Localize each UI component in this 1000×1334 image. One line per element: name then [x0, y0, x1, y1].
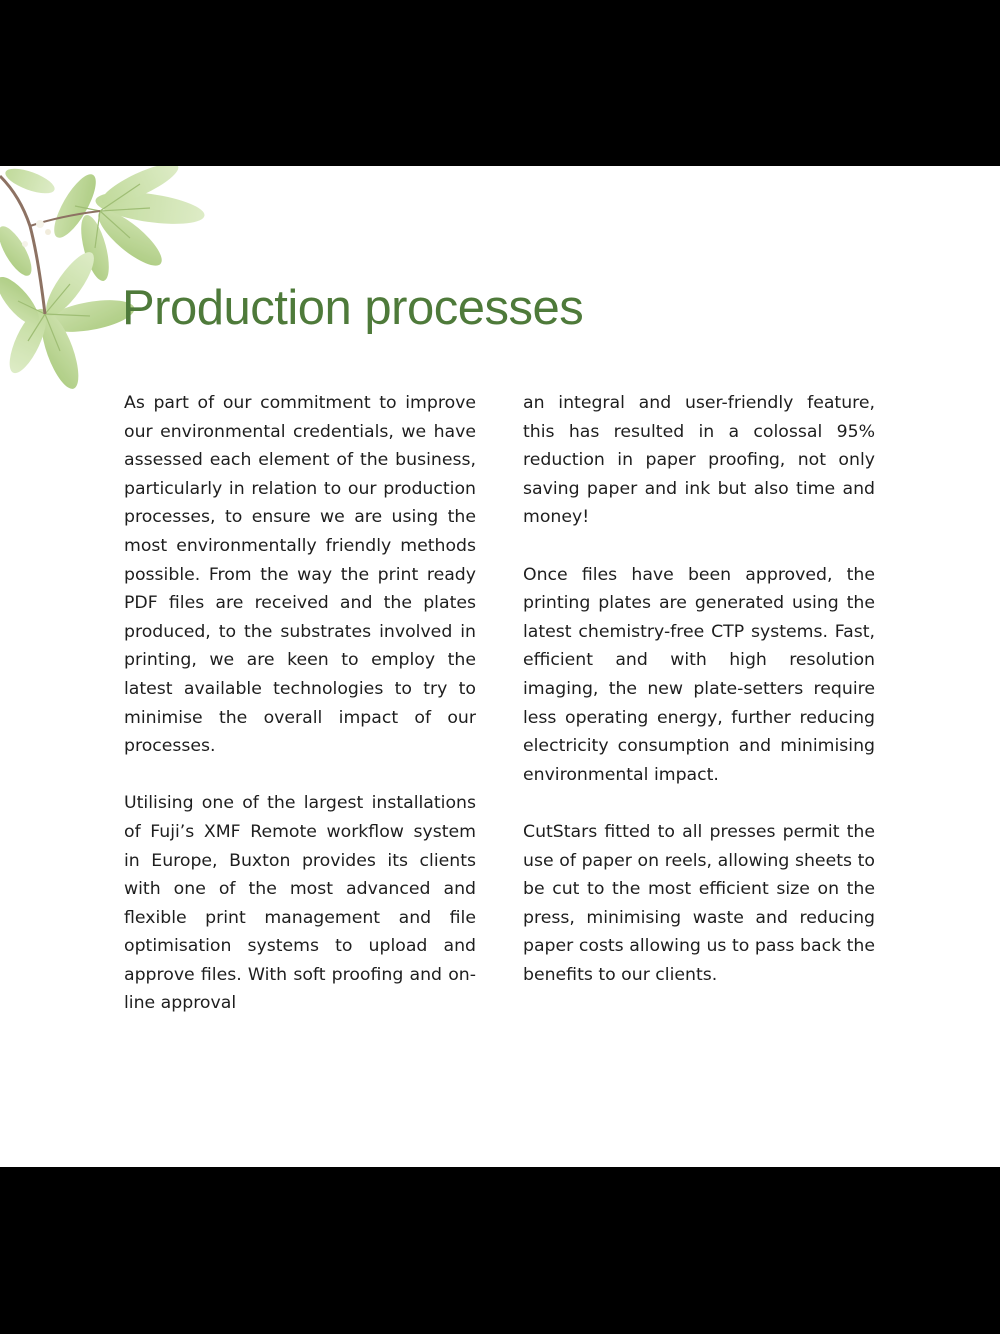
- text-column-right: [523, 389, 875, 1018]
- letterbox-top: [0, 0, 1000, 166]
- paragraph-ctp-systems: Once files have been approved, the printing plates are generated using the latest chemistry-free CTP systems. Fast, efficient and with high resolution imaging, the new plate-setters require less operating energy, further reducing electricity consumption and minimising environmental impact.: [523, 564, 875, 785]
- paragraph-xmf-workflow: Utilising one of the largest installations of Fuji’s XMF Remote workflow system in Europe, Buxton provides its clients with one of the most advanced and flexible print management and file optimisation systems to upload and approve files. With soft proofing and on-line approval: [124, 793, 476, 1014]
- paragraph-commitment: As part of our commitment to improve our environmental credentials, we have assessed each element of the business, particularly in relation to our production processes, to ensure we are using the most environmentally friendly methods possible. From the way the print ready PDF files are received and the plates produced, to the substrates involved in printing, we are keen to employ the latest available technologies to try to minimise the overall impact of our processes.: [124, 393, 476, 757]
- text-column-left: [124, 389, 476, 1047]
- paragraph-soft-proofing: an integral and user-friendly feature, this has resulted in a colossal 95% reduction in paper proofing, not only saving paper and ink but also time and money!: [523, 393, 875, 528]
- letterbox-bottom: [0, 1167, 1000, 1334]
- page-title: Production processes: [122, 281, 584, 335]
- paragraph-cutstars: CutStars fitted to all presses permit the use of paper on reels, allowing sheets to be cut to the most efficient size on the press, minimising waste and reducing paper costs allowing us to pass back the benefits to our clients.: [523, 821, 875, 985]
- brochure-page: [0, 166, 1000, 1167]
